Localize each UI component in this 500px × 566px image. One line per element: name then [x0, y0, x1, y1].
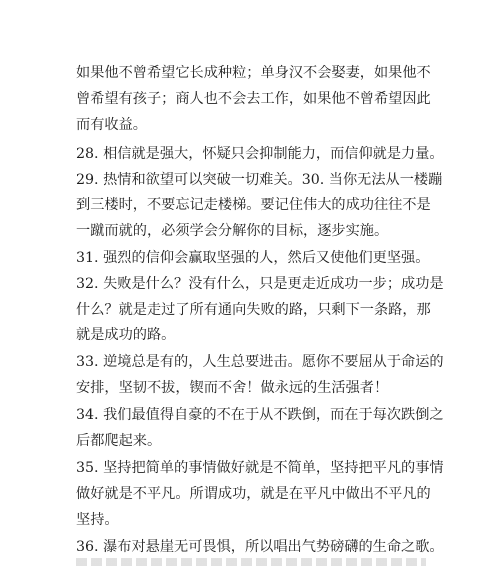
text-line: 34. 我们最值得自豪的不在于从不跌倒，而在于每次跌倒之 [76, 407, 444, 423]
text-line: 什么？就是走过了所有通向失败的路，只剩下一条路，那 [76, 302, 431, 318]
text-line: 29. 热情和欲望可以突破一切难关。30. 当你无法从一楼蹦 [76, 172, 443, 188]
cut-off-text-line [76, 558, 426, 566]
text-line: 曾希望有孩子；商人也不会去工作，如果他不曾希望因此 [76, 91, 431, 107]
text-line: 28. 相信就是强大，怀疑只会抑制能力，而信仰就是力量。 [76, 146, 444, 162]
text-line: 31. 强烈的信仰会赢取坚强的人，然后又使他们更坚强。 [76, 250, 430, 266]
text-line: 安排，坚韧不拔，锲而不舍！做永远的生活强者！ [76, 380, 389, 396]
text-line: 36. 瀑布对悬崖无可畏惧，所以唱出气势磅礴的生命之歌。 [76, 539, 444, 555]
text-line: 35. 坚持把简单的事情做好就是不简单，坚持把平凡的事情 [76, 460, 444, 476]
text-line: 如果他不曾希望它长成种粒；单身汉不会娶妻，如果他不 [76, 65, 431, 81]
text-line: 做好就是不平凡。所谓成功，就是在平凡中做出不平凡的 [76, 486, 431, 502]
text-line: 一蹴而就的，必须学会分解你的目标，逐步实施。 [76, 223, 389, 239]
text-line: 坚持。 [76, 512, 119, 528]
text-line: 33. 逆境总是有的，人生总要进击。愿你不要屈从于命运的 [76, 354, 444, 370]
text-line: 到三楼时，不要忘记走楼梯。要记住伟大的成功往往不是 [76, 197, 431, 213]
text-line: 而有收益。 [76, 117, 147, 133]
text-line: 后都爬起来。 [76, 433, 162, 449]
cut-off-text-fragment [76, 558, 426, 566]
text-line: 就是成功的路。 [76, 327, 176, 343]
text-line: 32. 失败是什么？没有什么，只是更走近成功一步；成功是 [76, 276, 444, 292]
